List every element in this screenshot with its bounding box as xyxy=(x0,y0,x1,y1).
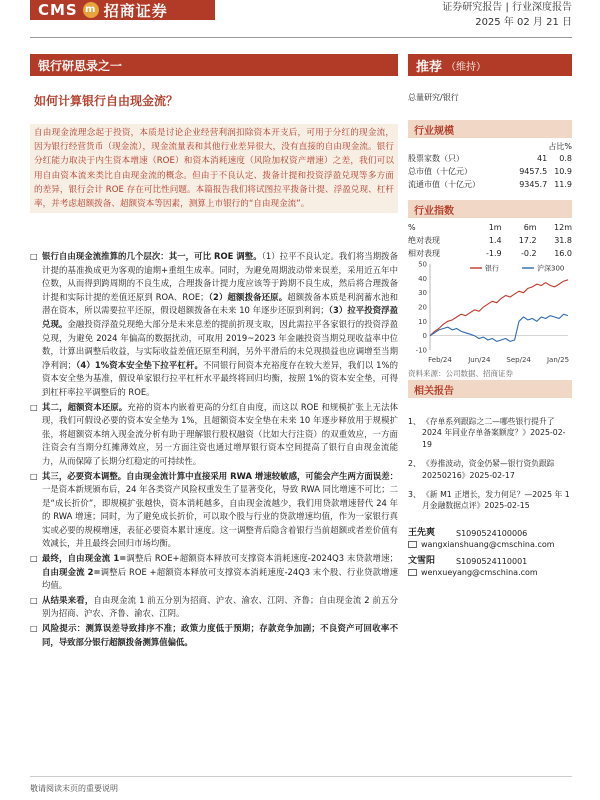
related-report-item[interactable] xyxy=(408,458,572,481)
bullet-text: 金融投资浮盈兑现绝大部分是未来息差的提前折现支取，因此需拉平各家银行的投资浮盈兑现，为避免 2024 年偏高的数据扰动，可取用 2019~2023 年金融投资当期兑现收益率中位数，计算出调整后收益，与实际收益差值还原至利润，另外平滑后的未兑现损益也应调增至当期净利润； xyxy=(42,318,398,370)
analyst-name: 王先爽 xyxy=(408,528,436,538)
bullet-text: 调整后 ROE +超额资本释放可支撑资本消耗速度-24Q3 末个股、行业贷款增速均值。 xyxy=(42,566,398,591)
bullet-text: 我们将当期拨备计提的基准换成更为客观的逾期+重组生成率。同时，为避免周期波动带来误差，采用近五年中位数，从而得到跨周期的不良生成，合理拨备计提力度应该等于跨期不良生成，然后将合理拨备计提和实际计提的差值还原到 ROA、ROE； xyxy=(42,251,399,302)
index-value: 31.8 xyxy=(554,236,572,245)
bullet-item xyxy=(30,401,398,469)
y-tick-label: 40 xyxy=(418,274,427,283)
bullet-item xyxy=(30,622,398,649)
index-heading: 行业指数 xyxy=(408,200,572,218)
analyst-email[interactable]: wenxueyang@cmschina.com xyxy=(421,568,538,577)
bullet-text: 自由现金流 1 前五分别为招商、沪农、渝农、江阴、齐鲁；自由现金流 2 前五分别为招商、沪农、齐鲁、渝农、江阴。 xyxy=(42,594,398,619)
y-tick-label: 0 xyxy=(422,332,427,341)
scale-heading: 行业规模 xyxy=(408,120,572,138)
y-tick-label: 20 xyxy=(418,303,427,312)
bullet-item xyxy=(30,250,398,400)
analyst-email[interactable]: wangxianshuang@cmschina.com xyxy=(421,540,555,549)
summary-box: 自由现金流理念起于投资，本质是讨论企业经营利润扣除资本开支后，可用于分红的现金流，因为银行经营货币（现金流），现金流量表和其他行业差异很大，没有直接的自由现金流。银行分红能力取决于内生资本增速（ROE）和资本消耗速度（风险加权资产增速）之差，我们可以用自由资本流来类比自由现金流的概念。但由于不良认定、拨备计提和投资浮盈兑现等多方面的差异，银行会计 ROE 存在可比性问题。本篇报告我们将试图拉平拨备计提、浮盈兑现、杠杆率，并考虑超额拨备、超额资本等因素，测算上市银行的“自由现金流”。 xyxy=(30,124,398,213)
email-icon xyxy=(408,541,417,548)
index-value: -0.2 xyxy=(521,249,537,258)
related-heading: 相关报告 xyxy=(408,380,572,398)
related-report-title: 《新 M1 正增长，发力何足？—2025 年 1 月金融数据点评》2025-02-15 xyxy=(422,490,570,511)
scale-pct: 11.9 xyxy=(554,180,572,189)
header-meta xyxy=(442,0,572,30)
index-row xyxy=(408,234,572,247)
analyst-name: 文雪阳 xyxy=(408,556,436,566)
index-col-header: 1m xyxy=(488,223,502,232)
index-line-chart xyxy=(408,258,572,368)
bullet-text: 超额拨备本质是利润蓄水池和潜在资本，所以需要拉平还原，假设超额拨备在未来 10 年逐步还原到利润； xyxy=(42,291,398,316)
rating-sub: （维持） xyxy=(446,61,487,73)
x-tick-label: Sep/24 xyxy=(506,356,531,364)
related-report-title: 《存单系列跟踪之二—哪些银行提升了 2024 年同业存单备案额度？》2025-02-19 xyxy=(422,417,566,449)
bullet-text: （4）1%资本安全垫下拉平杠杆。 xyxy=(75,359,203,370)
index-row-label: 绝对表现 xyxy=(408,236,440,245)
index-col-header: 6m xyxy=(523,223,537,232)
related-report-item[interactable] xyxy=(408,489,572,512)
index-value: 16.0 xyxy=(554,249,572,258)
scale-value: 9345.7 xyxy=(519,180,548,189)
scale-row xyxy=(408,178,572,191)
logo-cn: 招商证券 xyxy=(103,1,168,20)
bullet-lead: 其三，必要资本调整。自由现金流计算中直接采用 RWA 增速较敏感，可能会产生两方面误差： xyxy=(42,470,398,481)
chart-source: 资料来源：公司数据、招商证券 xyxy=(408,369,513,378)
y-tick-label: -10 xyxy=(415,346,427,355)
bullet-lead: 银行自由现金流推算的几个层次：其一，可比 ROE 调整。 xyxy=(42,251,262,261)
bullet-lead: 风险提示：测算误差导致排序不准；政策力度低于预期；存款竞争加剧；不良资产可回收率不同，导致部分银行超额拨备测算值偏低。 xyxy=(42,623,398,647)
y-tick-label: 10 xyxy=(418,317,427,326)
index-row-label: 相对表现 xyxy=(408,249,440,258)
related-report-number: 2、 xyxy=(408,459,421,469)
pct-label: 占比% xyxy=(548,142,572,151)
legend-label: 沪深300 xyxy=(537,264,565,273)
report-type: 证券研究报告 | 行业深度报告 xyxy=(442,2,572,13)
bullet-lead: 最终，自由现金流 1= xyxy=(42,553,127,564)
y-tick-label: 30 xyxy=(418,289,427,298)
scale-value: 41 xyxy=(537,154,548,163)
related-report-title: 《券推波动，资金仍紧—银行资负跟踪 20250216》2025-02-17 xyxy=(422,459,555,480)
bullet-text: （1）拉平不良认定。 xyxy=(261,251,339,261)
report-date: 2025 年 02 月 21 日 xyxy=(475,17,572,28)
bullet-item xyxy=(30,470,398,552)
bullet-text: （2）超额拨备还原。 xyxy=(208,291,288,302)
footer-note: 敬请阅读末页的重要说明 xyxy=(30,784,118,793)
legend-label: 银行 xyxy=(485,264,499,273)
bullet-text: （3）拉平投资浮盈兑现。 xyxy=(42,305,398,329)
index-col-header: % xyxy=(408,223,416,232)
bullet-text: 不同银行间资本充裕度存在较大差异，我们以 1%的资本安全垫为基准，假设单家银行拉平杠杆水平最终将回归均衡，按照 1%的资本安全垫，可得到杠杆率拉平调整后的 ROE。 xyxy=(42,359,398,397)
related-report-number: 3、 xyxy=(408,490,421,500)
bullet-text: 充裕的资本内嵌着更高的分红自由度，而这以 ROE 和规模扩张上无法体现，我们可假设必要的资本安全垫为 1%，且超额资本安全垫在未来 10 年逐步释放用于规模扩张，将超额资本纳入现金流分析有助于理解银行股权融资（比如大行注资）的双重效应，一方面注资会有当期分红摊薄效应，另一方面注资也通过增厚银行资本空间提高了银行自由现金流能力，从而保障了长期分红稳定的可持续性。 xyxy=(42,401,399,466)
bullet-text: 调整后 ROE+超额资本释放可支撑资本消耗速度-2024Q3 末贷款增速； xyxy=(126,553,398,564)
rating-label: 推荐 xyxy=(416,59,443,75)
scale-pct: 0.8 xyxy=(559,154,572,163)
bullet-item xyxy=(30,594,398,621)
scale-label: 股票家数（只） xyxy=(408,154,464,163)
series-line-csi300 xyxy=(430,314,568,341)
index-table xyxy=(408,221,572,260)
related-report-item[interactable] xyxy=(408,416,572,450)
scale-label: 总市值（十亿元） xyxy=(408,167,472,176)
analyst-block xyxy=(408,528,572,584)
industry-index xyxy=(408,200,572,260)
report-header xyxy=(0,0,600,46)
scale-value: 9457.5 xyxy=(519,167,548,176)
index-value: 17.2 xyxy=(518,236,537,245)
y-tick-label: 50 xyxy=(418,260,427,269)
index-col-header: 12m xyxy=(554,223,572,232)
index-value: -1.9 xyxy=(485,249,502,258)
scale-row xyxy=(408,165,572,178)
sub-title: 总量研究/银行 xyxy=(408,93,459,102)
header-divider xyxy=(30,37,572,38)
series-line-bank xyxy=(430,280,568,336)
bullet-text: 一是资本新规颁布后，24 年各类资产风险权重发生了显著变化，导致 RWA 同比增速不可比；二是“成长折价”，即规模扩张越快，资本消耗越多，自由现金流越少，我们用贷款增速替代 24 年的 RWA 增速；同时，为了避免成长折价，可以取个股与行业的贷款增速均值，作为一家银行真实或必要的规模增速，表征必要资本累计速度。这一调整背后隐含着银行当前超额或者差价值有效减长，并且最终会回归市场均衡。 xyxy=(42,484,398,549)
scale-pct: 10.9 xyxy=(554,167,572,176)
index-value: 1.4 xyxy=(488,236,502,245)
index-chart xyxy=(408,258,572,379)
footer-divider xyxy=(30,776,572,777)
email-icon xyxy=(408,569,417,576)
analyst-entry xyxy=(408,528,572,550)
bullet-lead: 从结果来看， xyxy=(42,594,94,605)
logo-badge-icon: m xyxy=(83,2,99,18)
industry-scale xyxy=(408,120,572,191)
logo-text: CMS xyxy=(38,1,78,19)
bullet-text: 自由现金流 2= xyxy=(42,566,101,577)
bullet-item xyxy=(30,552,398,593)
scale-table xyxy=(408,152,572,191)
related-reports xyxy=(408,380,572,520)
analyst-cert: S1090524110001 xyxy=(456,557,528,566)
scale-row xyxy=(408,152,572,165)
report-title: 如何计算银行自由现金流？ xyxy=(34,94,179,108)
x-tick-label: Feb/24 xyxy=(428,356,452,364)
analyst-entry xyxy=(408,556,572,578)
scale-label: 流通市值（十亿元） xyxy=(408,180,480,189)
analyst-cert: S1090524100006 xyxy=(456,529,528,538)
x-tick-label: Jun/24 xyxy=(468,356,491,364)
rating-banner xyxy=(408,54,572,76)
related-report-number: 1、 xyxy=(408,417,421,426)
x-tick-label: Jan/25 xyxy=(546,356,570,364)
brand-logo xyxy=(30,0,215,20)
bullet-list xyxy=(30,250,398,650)
bullet-lead: 其二，超额资本还原。 xyxy=(42,401,128,412)
series-banner: 银行研思录之一 xyxy=(30,54,398,76)
related-list xyxy=(408,416,572,512)
